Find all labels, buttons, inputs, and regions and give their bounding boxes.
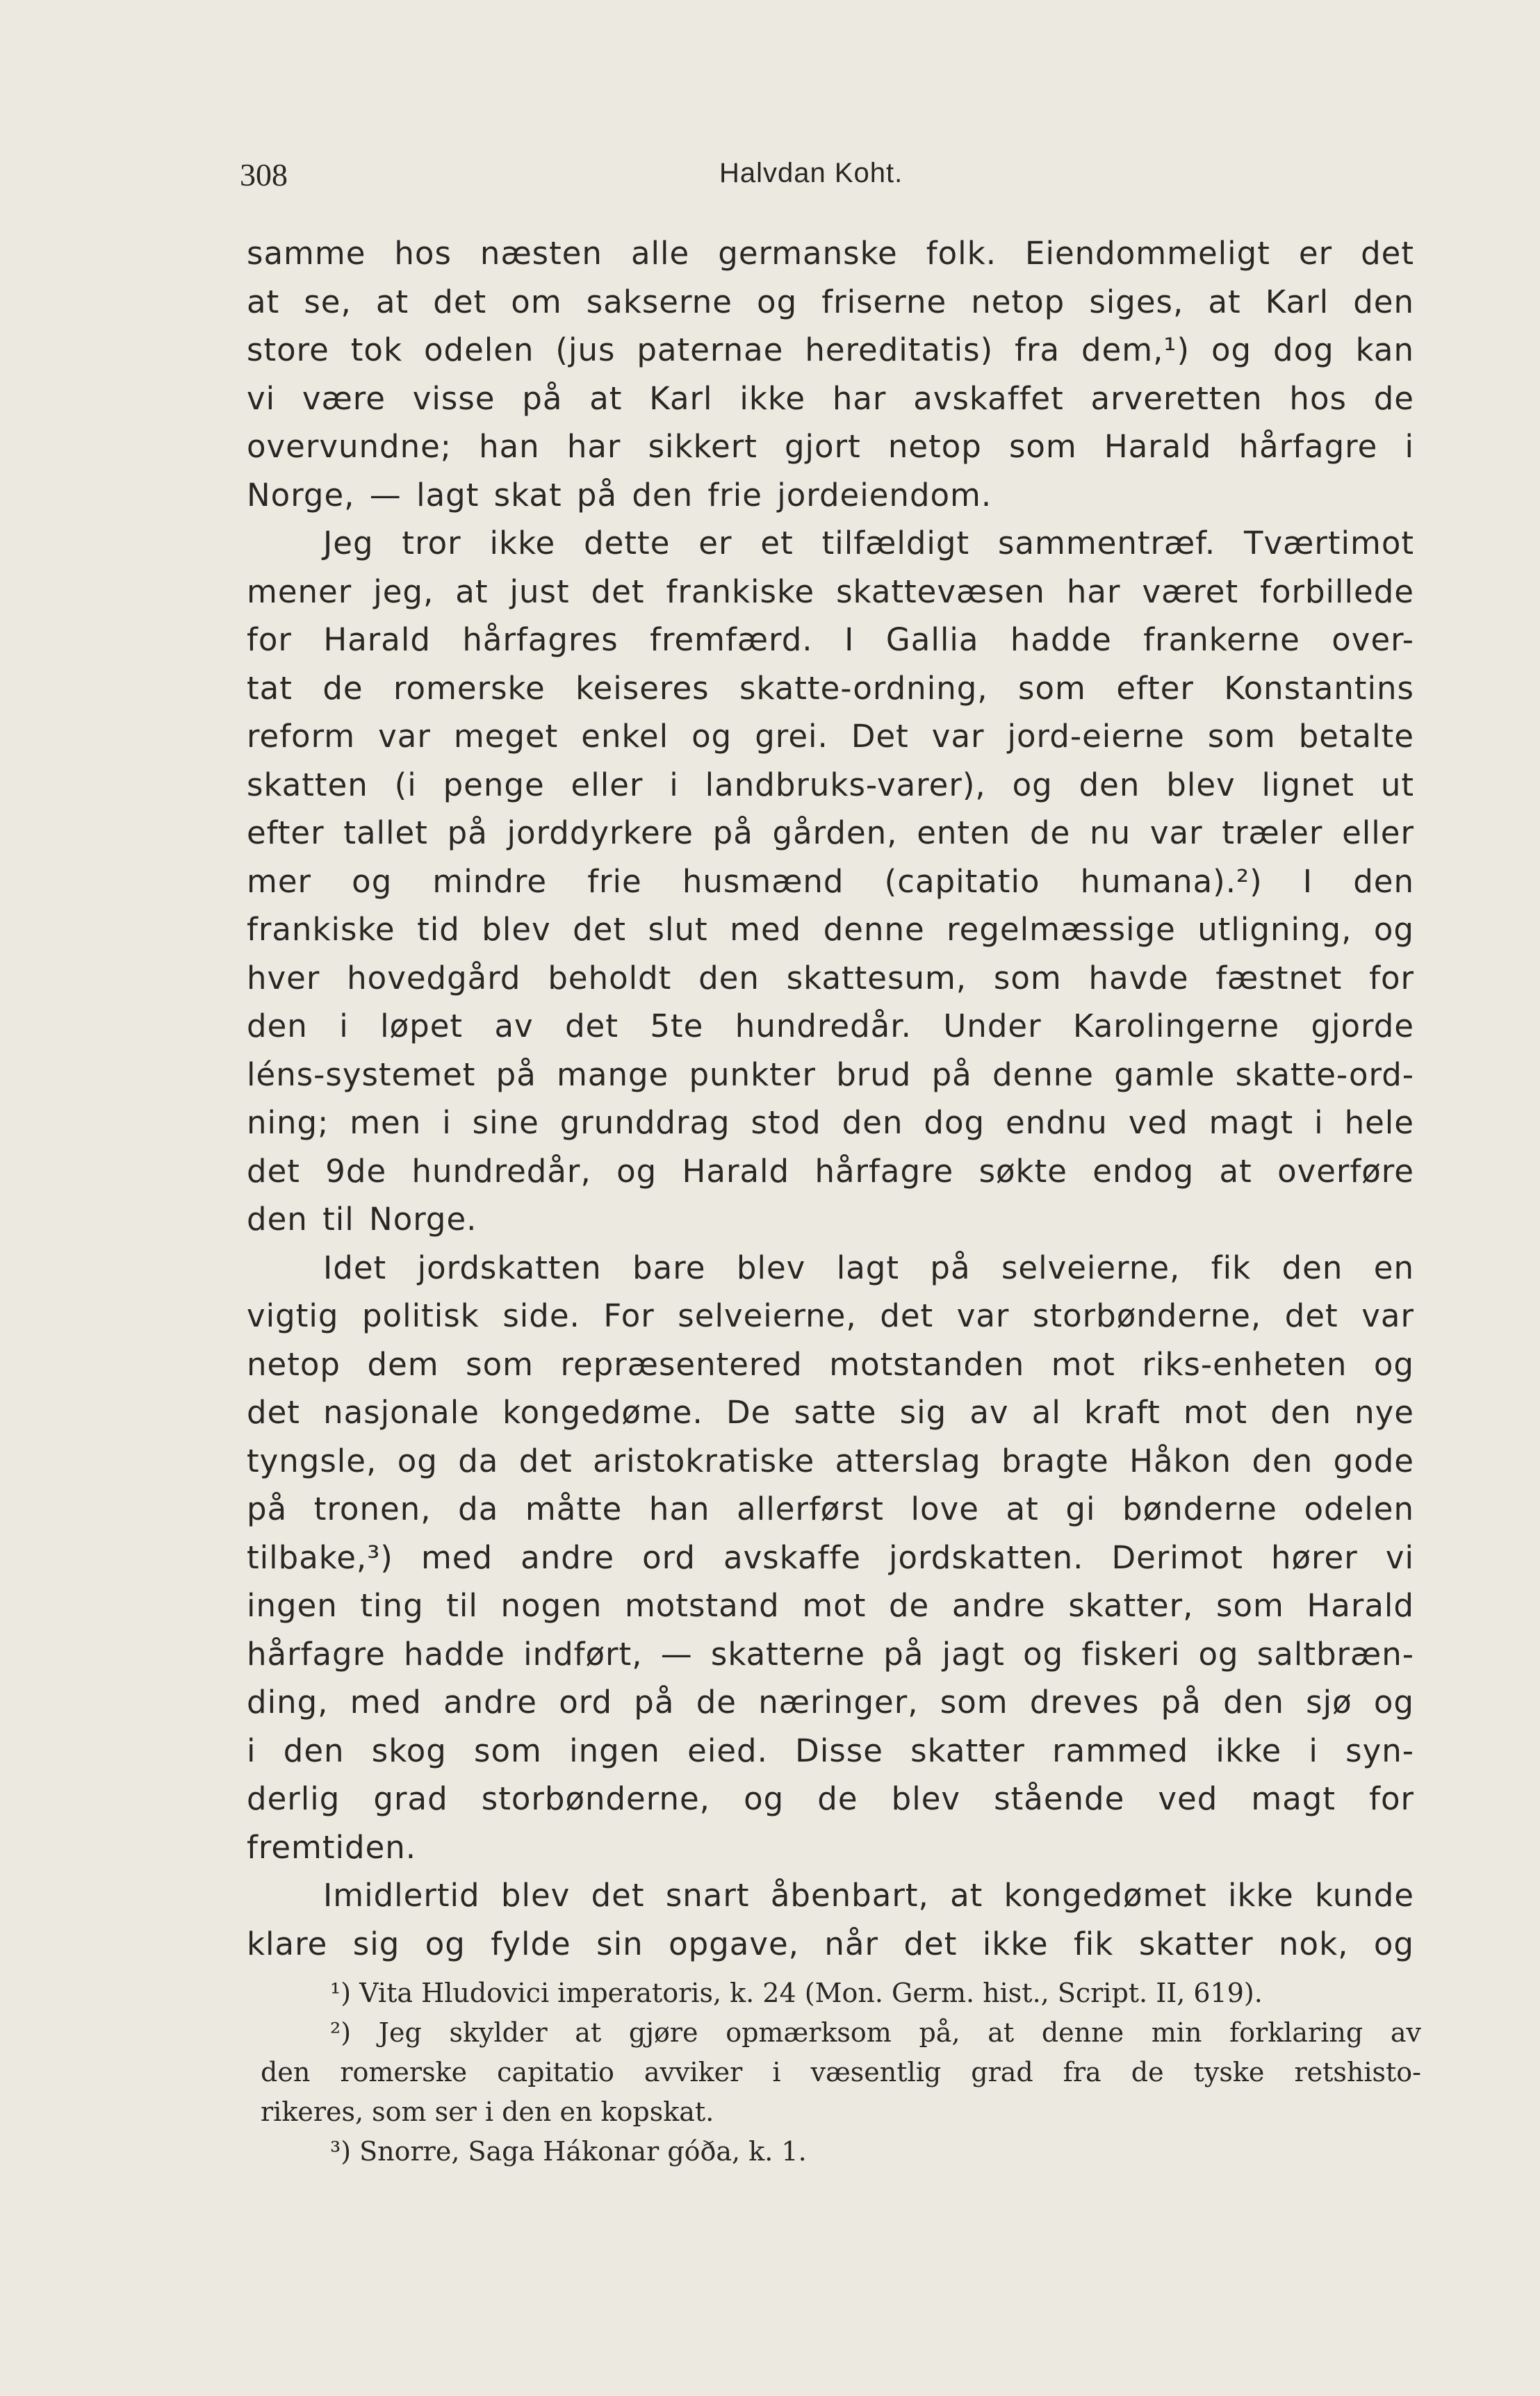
body-line: ding, med andre ord på de næringer, som dreves på den sjø og	[247, 1684, 1414, 1721]
footnote-line: ¹) Vita Hludovici imperatoris, k. 24 (Mon. Germ. hist., Script. II, 619).	[330, 1978, 1263, 2008]
footnote-line: rikeres, som ser i den en kopskat.	[261, 2096, 714, 2127]
body-line: den til Norge.	[247, 1201, 477, 1238]
body-line: i den skog som ingen eied. Disse skatter rammed ikke i syn-	[247, 1732, 1414, 1769]
body-line: Norge, — lagt skat på den frie jordeiendom.	[247, 476, 992, 514]
body-line: overvundne; han har sikkert gjort netop som Harald hårfagre i	[247, 428, 1414, 465]
body-line: ingen ting til nogen motstand mot de andre skatter, som Harald	[247, 1587, 1414, 1624]
body-line: at se, at det om sakserne og friserne netop siges, at Karl den	[247, 283, 1414, 320]
body-line: tat de romerske keiseres skatte-ordning, som efter Konstantins	[247, 669, 1414, 707]
footnote-line: ²) Jeg skylder at gjøre opmærksom på, at denne min forklaring av	[330, 2017, 1421, 2048]
body-line: vi være visse på at Karl ikke har avskaffet arveretten hos de	[247, 379, 1414, 417]
body-line: for Harald hårfagres fremfærd. I Gallia hadde frankerne over-	[247, 621, 1414, 658]
footnote-line: den romerske capitatio avviker i væsentlig grad fra de tyske retshisto-	[261, 2057, 1421, 2087]
body-line: léns-systemet på mange punkter brud på denne gamle skatte-ord-	[247, 1056, 1414, 1093]
footnote-line: ³) Snorre, Saga Hákonar góða, k. 1.	[330, 2136, 807, 2167]
body-line: Jeg tror ikke dette er et tilfældigt sammentræf. Tværtimot	[323, 525, 1414, 561]
body-line: hårfagre hadde indført, — skatterne på jagt og fiskeri og saltbræn-	[247, 1635, 1414, 1673]
body-line: mener jeg, at just det frankiske skattevæsen har været forbillede	[247, 573, 1414, 610]
running-head: Halvdan Koht.	[719, 158, 903, 188]
body-line: Idet jordskatten bare blev lagt på selveierne, fik den en	[323, 1249, 1414, 1286]
body-line: tilbake,³) med andre ord avskaffe jordskatten. Derimot hører vi	[247, 1538, 1414, 1576]
page-number: 308	[240, 157, 288, 192]
body-line: derlig grad storbønderne, og de blev stående ved magt for	[247, 1780, 1414, 1817]
body-line: tyngsle, og da det aristokratiske atterslag bragte Håkon den gode	[247, 1442, 1414, 1479]
body-line: den i løpet av det 5te hundredår. Under Karolingerne gjorde	[247, 1008, 1414, 1044]
body-line: det nasjonale kongedøme. De satte sig av al kraft mot den nye	[247, 1394, 1414, 1431]
body-line: skatten (i penge eller i landbruks-varer), og den blev lignet ut	[247, 766, 1414, 803]
body-line: mer og mindre frie husmænd (capitatio humana).²) I den	[247, 862, 1414, 900]
body-line: reform var meget enkel og grei. Det var jord-eierne som betalte	[247, 718, 1414, 755]
page-header	[240, 149, 1414, 205]
body-line: det 9de hundredår, og Harald hårfagre søkte endog at overføre	[247, 1152, 1414, 1190]
footnotes	[261, 1974, 1421, 2172]
body-line: klare sig og fylde sin opgave, når det ikke fik skatter nok, og	[247, 1925, 1414, 1962]
body-line: fremtiden.	[247, 1828, 417, 1866]
body-text	[247, 229, 1414, 1968]
body-line: frankiske tid blev det slut med denne regelmæssige utligning, og	[247, 911, 1414, 948]
body-line: vigtig politisk side. For selveierne, det var storbønderne, det var	[247, 1297, 1414, 1334]
body-line: hver hovedgård beholdt den skattesum, som havde fæstnet for	[247, 959, 1414, 996]
body-line: store tok odelen (jus paternae hereditatis) fra dem,¹) og dog kan	[247, 331, 1414, 368]
body-line: samme hos næsten alle germanske folk. Eiendommeligt er det	[247, 235, 1414, 272]
body-line: efter tallet på jorddyrkere på gården, enten de nu var træler eller	[247, 814, 1414, 851]
body-line: netop dem som repræsentered motstanden mot riks-enheten og	[247, 1345, 1414, 1383]
body-line: Imidlertid blev det snart åbenbart, at kongedømet ikke kunde	[323, 1877, 1414, 1914]
body-line: på tronen, da måtte han allerførst love at gi bønderne odelen	[247, 1491, 1414, 1527]
body-line: ning; men i sine grunddrag stod den dog endnu ved magt i hele	[247, 1104, 1414, 1141]
